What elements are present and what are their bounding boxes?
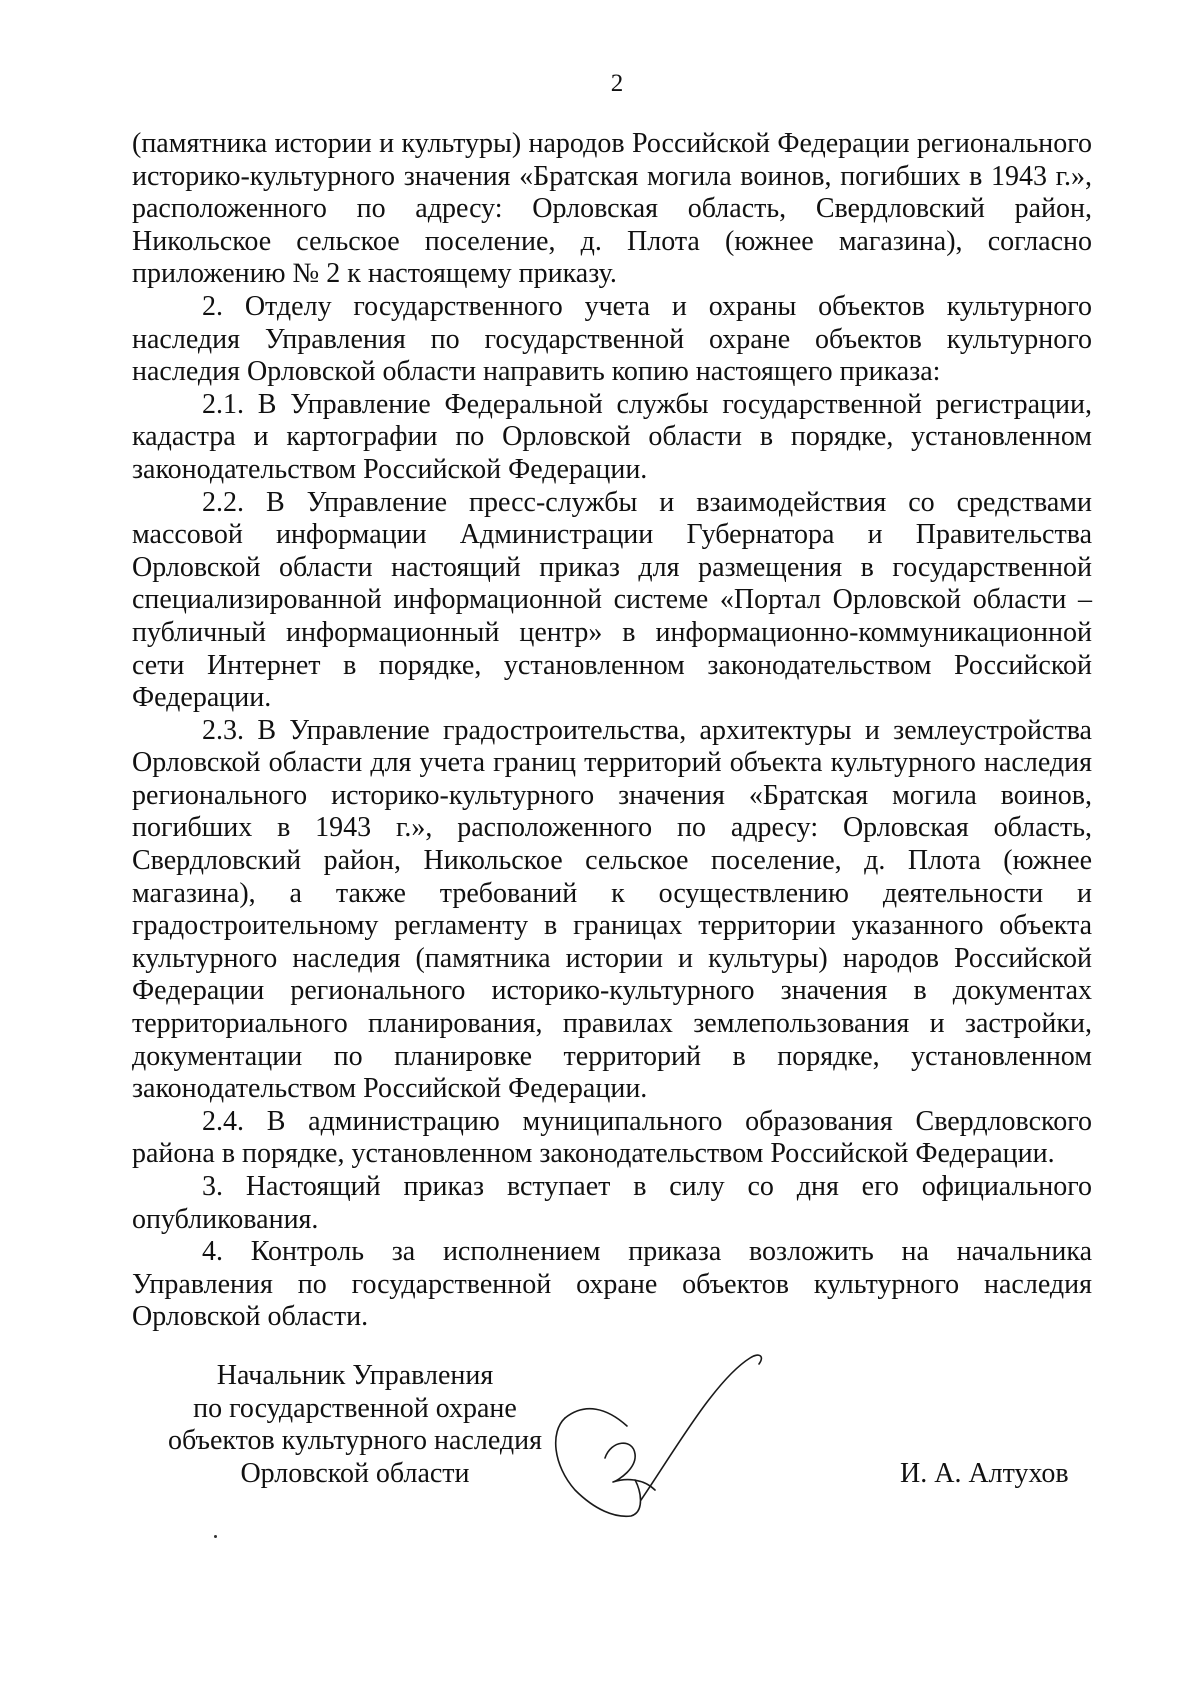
scan-artifact-dot (214, 1535, 217, 1538)
paragraph-item-2: 2. Отделу государственного учета и охраны объектов культурного наследия Управления по государственной охране объектов культурного наследия Орловской области направить копию настоящего приказа: (132, 290, 1092, 388)
signer-position (150, 1360, 560, 1490)
page-number: 2 (610, 70, 624, 97)
signer-position-line: Начальник Управления (216, 1360, 494, 1391)
handwritten-signature (545, 1340, 835, 1530)
paragraph-item-2-1: 2.1. В Управление Федеральной службы государственной регистрации, кадастра и картографии по Орловской области в порядке, установленном законодательством Российской Федерации. (132, 388, 1092, 485)
document-body (132, 128, 1092, 1334)
paragraph-item-2-4: 2.4. В администрацию муниципального образования Свердловского района в порядке, установленном законодательством Российской Федерации. (132, 1105, 1092, 1170)
paragraph-continuation: (памятника истории и культуры) народов Российской Федерации регионального историко-культурного значения «Братская могила воинов, погибших в 1943 г.», расположенного по адресу: Орловская область, Свердловский район, Никольское сельское поселение, д. Плота (южнее магазина), согласно приложению № 2 к настоящему приказу. (132, 128, 1092, 290)
paragraph-item-2-2: 2.2. В Управление пресс-службы и взаимодействия со средствами массовой информации Администрации Губернатора и Правительства Орловской области настоящий приказ для размещения в государственной специализированной информационной системе «Портал Орловской области – публичный информационный центр» в информационно-коммуникационной сети Интернет в порядке, установленном законодательством Российской Федерации. (132, 486, 1092, 714)
signer-position-line: по государственной охране (193, 1392, 517, 1424)
paragraph-item-3: 3. Настоящий приказ вступает в силу со дня его официального опубликования. (132, 1171, 1092, 1235)
signer-position-line: объектов культурного наследия (167, 1425, 543, 1457)
signer-position-line: Орловской области (240, 1457, 470, 1489)
paragraph-item-2-3: 2.3. В Управление градостроительства, архитектуры и землеустройства Орловской области для учета границ территорий объекта культурного наследия регионального историко-культурного значения «Братская могила воинов, погибших в 1943 г.», расположенного по адресу: Орловская область, Свердловский район, Никольское сельское поселение, д. Плота (южнее магазина), а также требований к осуществлению деятельности и градостроительному регламенту в границах территории указанного объекта культурного наследия (памятника истории и культуры) народов Российской Федерации регионального историко-культурного значения в документах территориального планирования, правилах землепользования и застройки, документации по планировке территорий в порядке, установленном законодательством Российской Федерации. (132, 714, 1092, 1105)
signer-name: И. А. Алтухов (900, 1458, 1069, 1489)
paragraph-item-4: 4. Контроль за исполнением приказа возложить на начальника Управления по государственной охране объектов культурного наследия Орловской области. (132, 1236, 1092, 1333)
